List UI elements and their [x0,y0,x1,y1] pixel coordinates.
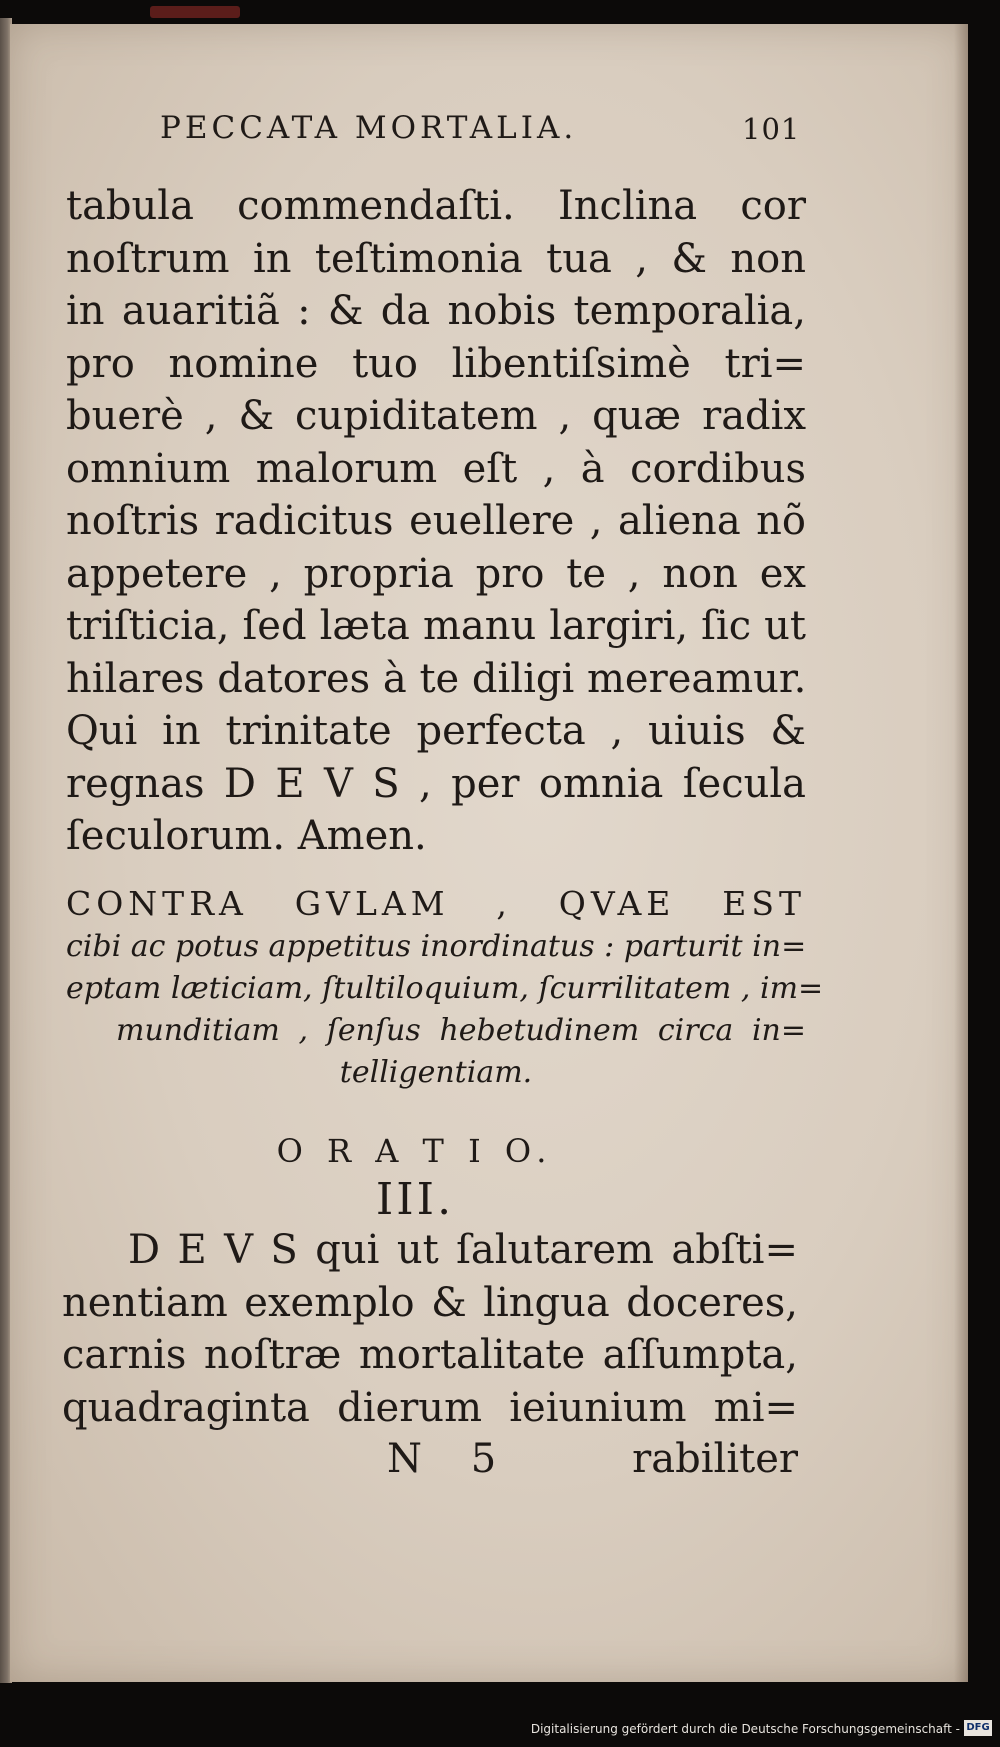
digitization-footer [0,1714,1000,1747]
oratio-number: III. [375,1174,455,1225]
rubric-line: telligentiam. [339,1055,533,1090]
running-head: PECCATA MORTALIA. [160,110,578,146]
rubric-line: eptam læticiam, ſtultiloquium, ſcurrilitatem , im= [66,971,824,1006]
body-text [66,180,806,863]
text-line: pro nomine tuo libentiſsimè tri= [66,340,806,387]
prayer-text [62,1224,798,1434]
signature-mark: N 5 [387,1436,515,1482]
text-line: noſtrum in teſtimonia tua , & non [66,235,806,282]
text-line: regnas D E V S , per omnia ſecula [66,760,806,807]
text-line: noſtris radicitus euellere , aliena nõ [66,498,806,544]
text-line: nentiam exemplo & lingua doceres, [62,1279,798,1326]
catchword: rabiliter [632,1436,798,1482]
red-binding-strip [150,6,240,18]
text-line: omnium malorum eſt , à cordibus [66,445,806,492]
text-line: quadraginta dierum ieiunium mi= [62,1384,798,1431]
text-line: buerè , & cupiditatem , quæ radix [66,393,806,439]
page-number: 101 [742,112,801,146]
text-line: D E V S qui ut ſalutarem abſti= [128,1227,798,1273]
text-line: ſeculorum. Amen. [66,813,427,859]
rubric-heading: CONTRA GVLAM , QVAE EST [66,884,806,923]
text-line: Qui in trinitate perfecta , uiuis & [66,708,806,754]
book-page [10,24,968,1682]
text-line: in auaritiã : & da nobis temporalia, [66,288,806,334]
page-footer-row [62,1436,798,1488]
funding-credit: Digitalisierung gefördert durch die Deutsche Forschungsgemeinschaft - [530,1722,960,1736]
text-line: tabula commendaſti. Inclina cor [66,183,806,229]
text-line: hilares datores à te diligi mereamur. [66,655,807,702]
text-line: carnis noſtræ mortalitate aſſumpta, [62,1332,798,1378]
dfg-logo: DFG [964,1720,992,1736]
rubric-line: munditiam , ſenſus hebetudinem circa in= [116,1013,806,1048]
rubric-block [66,882,824,1094]
oratio-heading: O R A T I O. [276,1132,554,1170]
gutter-shadow [954,24,968,1682]
rubric-line: cibi ac potus appetitus inordinatus : parturit in= [66,929,807,964]
text-line: appetere , propria pro te , non ex [66,550,806,597]
text-line: triſticia, ſed læta manu largiri, ſic ut [66,603,806,649]
